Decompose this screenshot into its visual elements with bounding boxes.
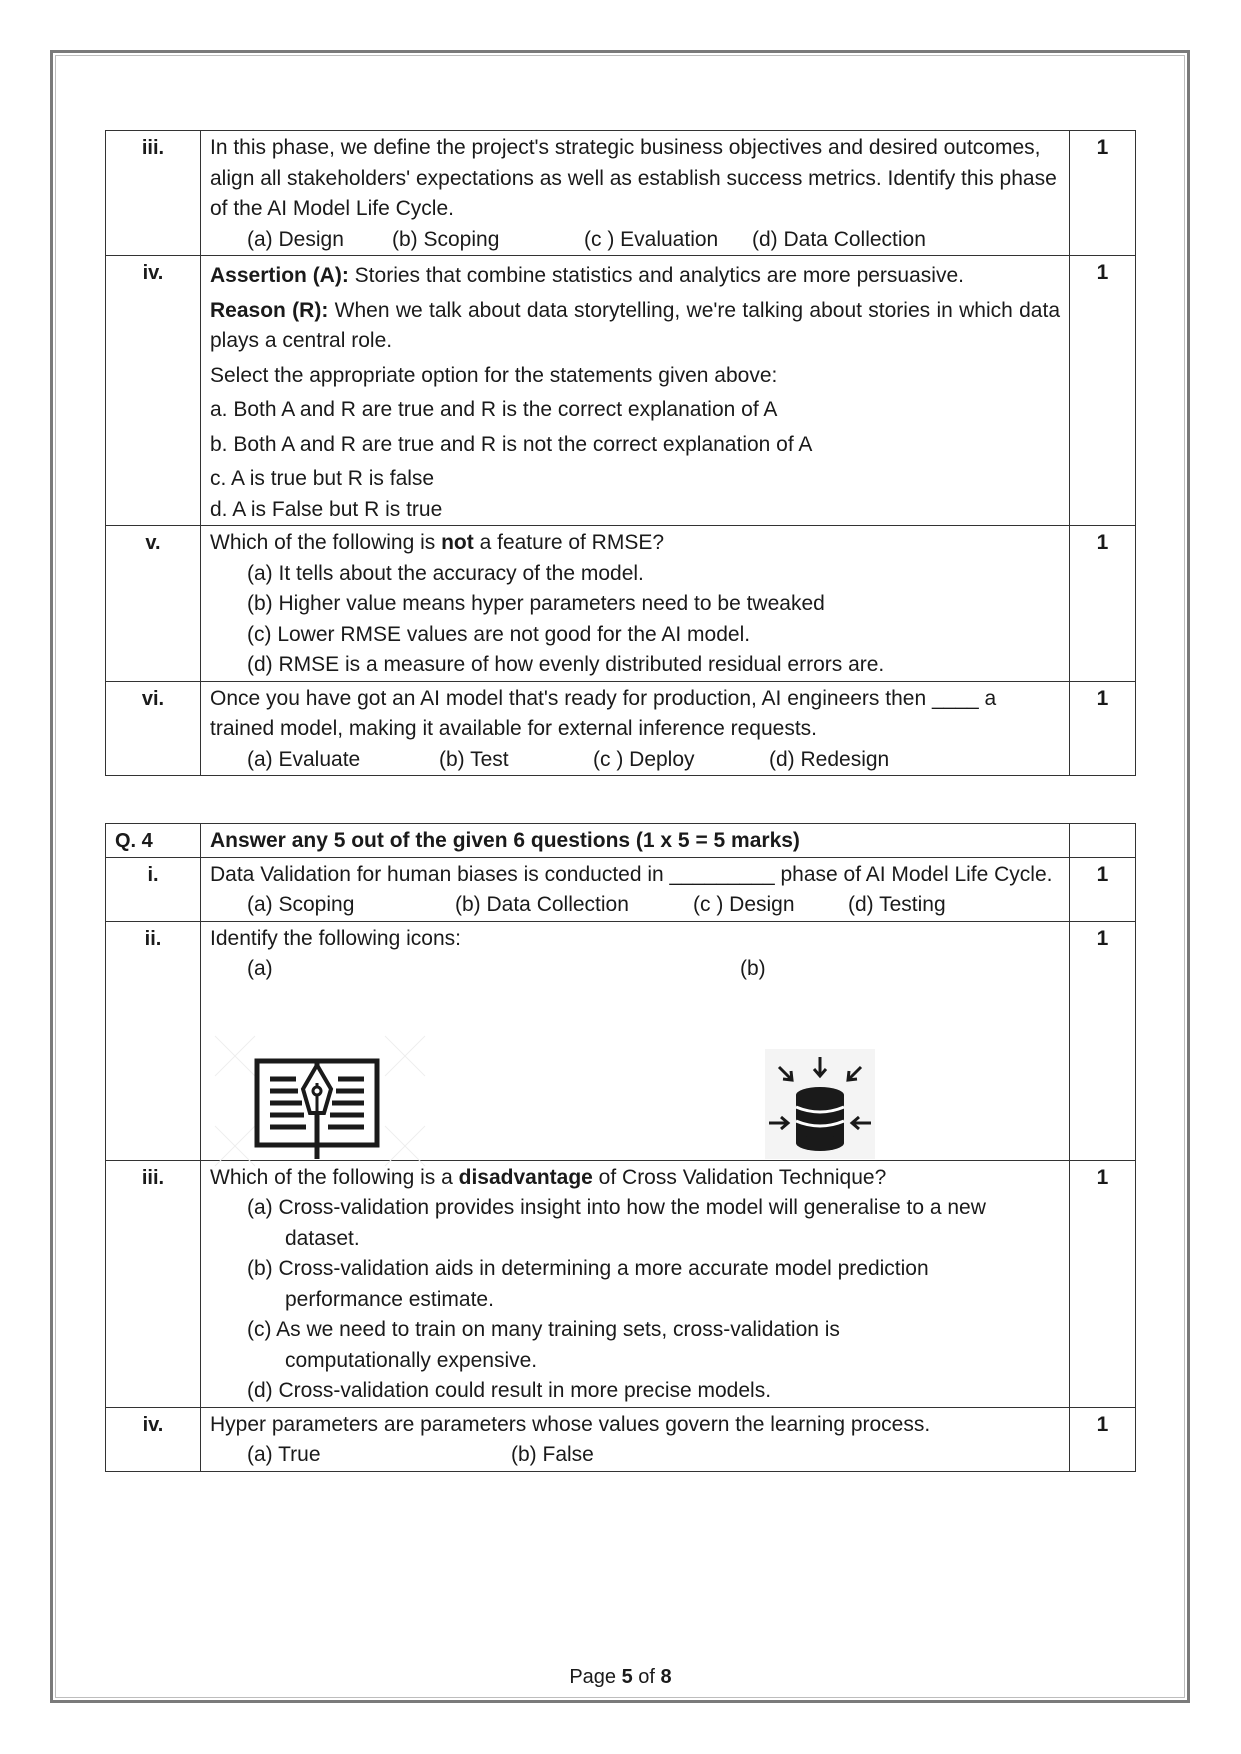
table-row [106,921,1136,1160]
question-text: Data Validation for human biases is conducted in _________ phase of AI Model Life Cycle. [210,862,1053,886]
option-b: (b) False [511,1443,594,1466]
question-text: In this phase, we define the project's strategic business objectives and desired outcomes, align all stakeholders' expectations as well as establish success metrics. Identify this phase of the AI Model Life Cycle. [210,136,1057,220]
option-a: (a) Design [247,227,344,251]
option-c: (c) As we need to train on many training sets, cross-validation is computationally expensive. [247,1318,840,1372]
marks-value: 1 [1070,1407,1136,1471]
q3-table [105,130,1136,776]
option-b: (b) Higher value means hyper parameters need to be tweaked [247,592,825,615]
page-footer [0,1666,1241,1689]
table-header-row [106,824,1136,858]
icon-label-b: (b) [740,957,766,980]
question-number: iii. [106,1160,201,1407]
page-label: Page [569,1666,622,1688]
question-text-part: a feature of RMSE? [473,531,665,554]
option-c: c. A is true but R is false [210,467,435,490]
section-title: Answer any 5 out of the given 6 questions (1 x 5 = 5 marks) [201,824,1070,858]
option-a: (a) True [247,1443,321,1466]
question-body [201,681,1070,776]
option-row [210,225,1060,256]
table-row [106,857,1136,921]
option-a: a. Both A and R are true and R is the correct explanation of A [210,398,778,421]
question-number: iv. [106,1407,201,1471]
total-pages: 8 [660,1666,672,1688]
page-separator: of [632,1666,661,1688]
pen-nib-document-icon [210,1031,430,1171]
marks-value: 1 [1070,1160,1136,1407]
question-text-part: of Cross Validation Technique? [592,1165,887,1189]
assertion-text: Stories that combine statistics and analytics are more persuasive. [348,264,964,287]
option-d: (d) Data Collection [752,227,926,251]
option-b: (b) Test [439,747,509,771]
option-b: b. Both A and R are true and R is not the correct explanation of A [210,432,813,456]
option-row [210,890,1060,921]
reason-line [210,296,1060,357]
marks-value: 1 [1070,921,1136,1160]
question-body [201,921,1070,1160]
marks-value: 1 [1070,131,1136,256]
question-text-part: Which of the following is a [210,1165,459,1189]
table-row [106,131,1136,256]
option-b: (b) Scoping [392,227,500,251]
question-number: vi. [106,681,201,776]
option-a: (a) It tells about the accuracy of the model. [247,561,644,585]
marks-value: 1 [1070,256,1136,526]
table-row [106,1407,1136,1471]
option-c: (c ) Deploy [593,747,695,771]
option-c: (c ) Design [693,893,795,916]
option-d: (d) RMSE is a measure of how evenly distributed residual errors are. [247,653,885,676]
option-d: (d) Cross-validation could result in more precise models. [247,1379,772,1402]
question-number: ii. [106,921,201,1160]
option-row [210,954,1060,985]
question-body [201,131,1070,256]
table-row [106,256,1136,526]
marks-value: 1 [1070,681,1136,776]
assertion-line [210,261,1060,292]
question-body [201,1407,1070,1471]
option-row [210,1440,1060,1471]
question-text: Hyper parameters are parameters whose values govern the learning process. [210,1412,931,1436]
option-b: (b) Data Collection [455,893,629,916]
option-a: (a) Evaluate [247,747,361,771]
reason-text: When we talk about data storytelling, we're talking about stories in which data plays a central role. [210,298,1060,352]
option-d: (d) Redesign [769,747,890,771]
question-number: i. [106,857,201,921]
question-body [201,857,1070,921]
question-text: Identify the following icons: [210,926,461,950]
question-emphasis: not [441,531,474,554]
current-page: 5 [621,1666,633,1688]
question-number: v. [106,526,201,682]
question-body [201,1160,1070,1407]
question-body [201,256,1070,526]
marks-value: 1 [1070,526,1136,682]
option-a: (a) Cross-validation provides insight into how the model will generalise to a new dataset. [247,1196,986,1250]
reason-label: Reason (R): [210,298,329,322]
icon-label-a: (a) [247,957,273,980]
assertion-label: Assertion (A): [210,264,349,287]
option-c: (c) Lower RMSE values are not good for the AI model. [247,622,751,646]
database-inputs-icon [765,1049,875,1159]
marks-header [1070,824,1136,858]
option-row [210,745,1060,776]
icons-area [210,985,1060,1160]
marks-value: 1 [1070,857,1136,921]
question-number: iii. [106,131,201,256]
table-row [106,526,1136,682]
option-b: (b) Cross-validation aids in determining a more accurate model prediction performance estimate. [247,1257,929,1311]
section-number: Q. 4 [106,824,201,858]
option-a: (a) Scoping [247,893,355,916]
table-row [106,681,1136,776]
option-d: d. A is False but R is true [210,497,443,521]
option-c: (c ) Evaluation [584,227,719,251]
q4-table [105,823,1136,1472]
instruction-text: Select the appropriate option for the statements given above: [210,363,778,387]
question-text: Once you have got an AI model that's ready for production, AI engineers then ____ a trained model, making it available for external inference requests. [210,686,997,740]
question-text-part: Which of the following is [210,531,442,554]
option-d: (d) Testing [848,893,946,916]
question-body [201,526,1070,682]
question-number: iv. [106,256,201,526]
table-row [106,1160,1136,1407]
question-text [210,528,1060,559]
question-emphasis: disadvantage [458,1165,593,1189]
